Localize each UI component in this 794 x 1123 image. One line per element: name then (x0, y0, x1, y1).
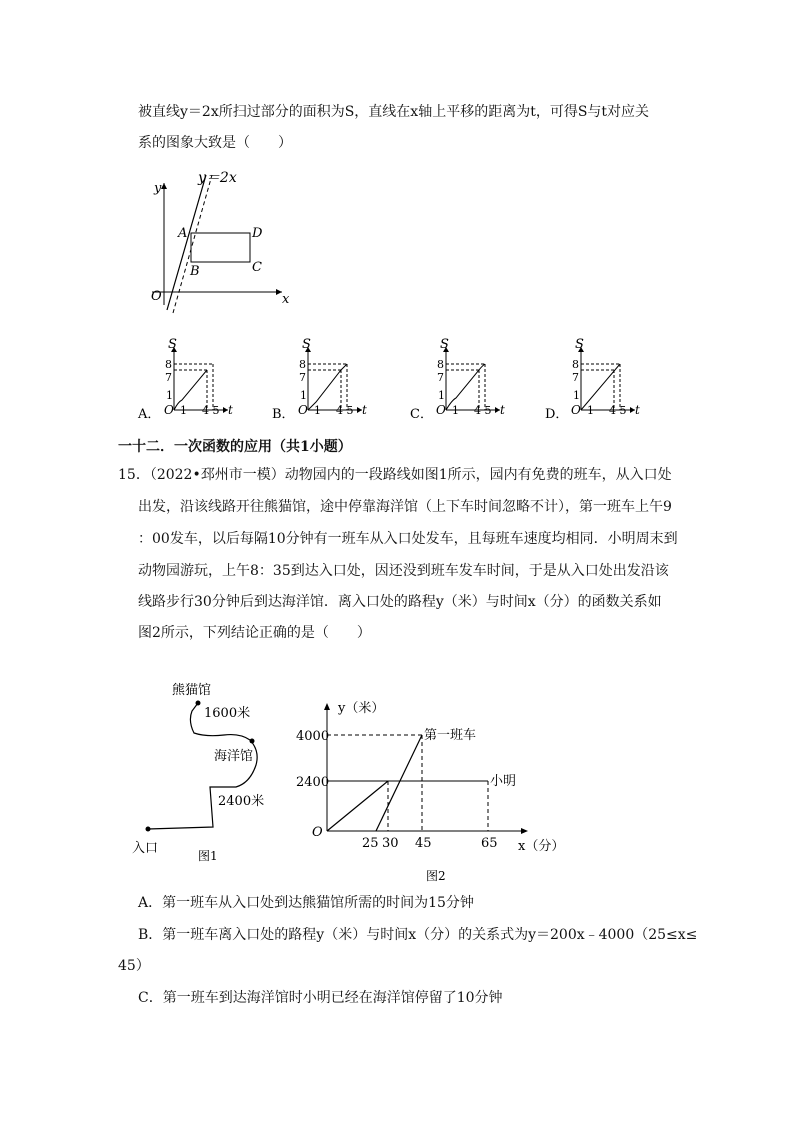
q15-line-2: 出发，沿该线路开往熊猫馆，途中停靠海洋馆（上下车时间忽略不计），第一班车上午9 (138, 499, 672, 515)
q15-line-1: 15．（2022•邳州市一模）动物园内的一段路线如图1所示，园内有免费的班车，从入口处 (118, 467, 672, 483)
svg-text:1: 1 (587, 404, 594, 417)
svg-text:O: O (571, 403, 581, 417)
svg-text:8: 8 (572, 358, 579, 371)
q14-figure (140, 165, 300, 315)
svg-text:t: t (362, 403, 367, 417)
svg-text:7: 7 (437, 371, 444, 384)
entrance-label: 入口 (132, 841, 159, 856)
x-tick-30: 30 (382, 836, 399, 851)
svg-text:8: 8 (437, 358, 444, 371)
dist2-label: 2400米 (218, 794, 265, 809)
q15-line-3: ：00发车，以后每隔10分钟有一班车从入口处发车，且每班车速度均相同．小明周末到 (138, 531, 678, 547)
entrance-dot (146, 827, 151, 832)
svg-text:4 5: 4 5 (202, 404, 220, 417)
svg-text:8: 8 (165, 358, 172, 371)
svg-text:4 5: 4 5 (336, 404, 354, 417)
q15-graph-figure (292, 695, 572, 890)
svg-text:1: 1 (300, 389, 307, 402)
x-tick-45: 45 (415, 836, 432, 851)
bus-label: 第一班车 (424, 728, 477, 743)
q15-option-b-cont: 45） (118, 958, 150, 974)
q15-option-c[interactable]: C．第一班车到达海洋馆时小明已经在海洋馆停留了10分钟 (138, 990, 503, 1006)
fig-line-label: y＝2x (198, 170, 237, 186)
ocean-dot (250, 739, 255, 744)
ming-label: 小明 (490, 774, 517, 789)
svg-text:1: 1 (452, 404, 459, 417)
bus-line (376, 735, 422, 831)
q15-line-6: 图2所示，下列结论正确的是（ ） (138, 625, 371, 641)
ming-walk-line (327, 781, 388, 831)
svg-text:4 5: 4 5 (609, 404, 627, 417)
svg-text:1: 1 (573, 389, 580, 402)
svg-text:B．: B． (272, 407, 295, 422)
svg-text:t: t (500, 403, 505, 417)
map-caption: 图1 (198, 849, 218, 863)
q15-map-figure (128, 675, 288, 865)
svg-text:t: t (228, 403, 233, 417)
svg-text:7: 7 (299, 371, 306, 384)
y-tick-2400: 2400 (296, 775, 330, 790)
q14-option-b[interactable] (272, 332, 377, 422)
fig-point-b: B (190, 264, 200, 279)
svg-text:7: 7 (572, 371, 579, 384)
fig-point-c: C (252, 260, 262, 275)
ocean-label: 海洋馆 (214, 749, 254, 764)
q14-line-2: 系的图象大致是（ ） (138, 135, 292, 151)
svg-text:O: O (436, 403, 446, 417)
fig-y-axis: y (154, 181, 162, 196)
x-tick-25: 25 (362, 836, 379, 851)
panda-dot (196, 701, 201, 706)
svg-text:4 5: 4 5 (474, 404, 492, 417)
svg-text:1: 1 (180, 404, 187, 417)
svg-text:S: S (168, 337, 177, 352)
graph-caption: 图2 (426, 869, 446, 883)
fig-point-d: D (252, 226, 263, 241)
q14-option-c[interactable] (410, 332, 515, 422)
q15-option-b[interactable]: B．第一班车离入口处的路程y（米）与时间x（分）的关系式为y＝200x﹣4000（25≤x≤ (138, 927, 698, 943)
fig-origin: O (151, 289, 162, 304)
svg-text:1: 1 (438, 389, 445, 402)
y-axis-label: y（米） (338, 701, 385, 716)
graph-origin: O (312, 825, 323, 840)
q14-option-a[interactable] (138, 332, 243, 422)
svg-text:7: 7 (165, 371, 172, 384)
svg-text:t: t (635, 403, 640, 417)
svg-text:C．: C． (410, 407, 433, 422)
q15-line-4: 动物园游玩，上午8：35到达入口处，因还没到班车发车时间，于是从入口处出发沿该 (138, 563, 669, 579)
x-tick-65: 65 (481, 836, 498, 851)
section-title: 一十二．一次函数的应用（共1小题） (118, 439, 352, 455)
svg-text:1: 1 (166, 389, 173, 402)
svg-text:O: O (164, 403, 174, 417)
x-axis-label: x（分） (518, 839, 565, 854)
y-tick-4000: 4000 (296, 729, 330, 744)
svg-text:S: S (302, 337, 311, 352)
svg-text:O: O (298, 403, 308, 417)
q15-option-a[interactable]: A．第一班车从入口处到达熊猫馆所需的时间为15分钟 (138, 895, 474, 911)
q14-line-1: 被直线y＝2x所扫过部分的面积为S，直线在x轴上平移的距离为t，可得S与t对应关 (138, 104, 650, 120)
svg-text:S: S (575, 337, 584, 352)
q14-option-d[interactable] (545, 332, 650, 422)
fig-x-axis: x (282, 292, 290, 307)
svg-text:1: 1 (314, 404, 321, 417)
fig-point-a: A (178, 226, 188, 241)
svg-text:D．: D． (545, 407, 569, 422)
dist1-label: 1600米 (204, 706, 251, 721)
svg-text:A．: A． (138, 407, 161, 422)
q15-line-5: 线路步行30分钟后到达海洋馆．离入口处的路程y（米）与时间x（分）的函数关系如 (138, 594, 662, 610)
panda-label: 熊猫馆 (172, 683, 212, 698)
svg-text:S: S (440, 337, 449, 352)
svg-text:8: 8 (299, 358, 306, 371)
